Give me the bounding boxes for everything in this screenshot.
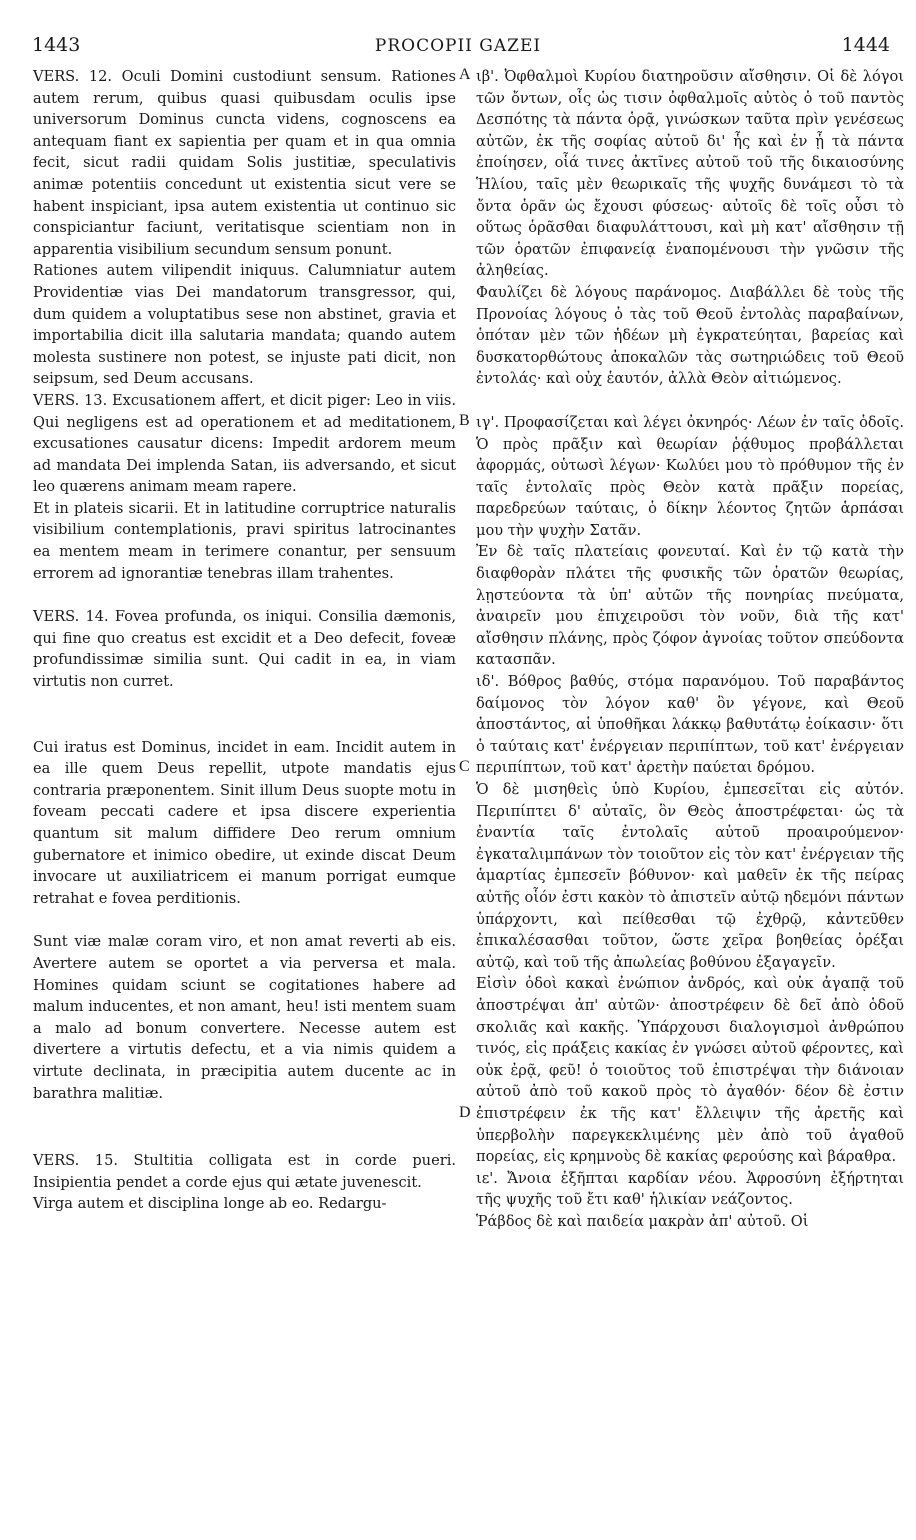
greek-paragraph: ιε'. Ἄνοια ἐξῆπται καρδίαν νέου. Ἀφροσύνη ἐξήρτηται τῆς ψυχῆς τοῦ ἔτι καθ' ἡλικίαν νεάζοντος. — [476, 1169, 904, 1209]
latin-paragraph: VERS. 13. Excusationem affert, et dicit piger: Leo in viis. Qui negligens est ad operationem et ad meditationem, excusationes causatur dicens: Impedit ardorem meum ad mandata Dei implenda Satan, iis adversando, et sicut leo quærens animam meam rapere. — [33, 391, 456, 496]
greek-paragraph: ιβ'. Ὀφθαλμοὶ Κυρίου διατηροῦσιν αἴσθησιν. Οἱ δὲ λόγοι τῶν ὄντων, οἷς ὡς τισιν ὀφθαλμοῖς αὐτὸς ὁ τοῦ παντὸς Δεσπότης τὰ πάντα ὁρᾷ, γινώσκων ταῦτα πρὶν γενέσεως αὐτῶν, ἐκ τῆς σοφίας αὐτοῦ δι' ἧς καὶ ἐν ᾗ τὰ πάντα ἐποίησεν, οἷά τινες ἀκτῖνες αὐτοῦ τοῦ τῆς δικαιοσύνης Ἡλίου, ταῖς μὲν θεωρικαῖς τῆς ψυχῆς δυνάμεσι τὸ τὰ ὄντα ὁρᾶν ὡς ἔχουσι φύσεως· αὐτοῖς δὲ τοῖς οὖσι τὸ οὕτως ὁρᾶσθαι διαφυλάττουσι, καὶ μὴ κατ' αἴσθησιν τῇ τῶν ὁρατῶν ἐπιφανείᾳ ἐναπομένουσι τὴν γνῶσιν τῆς ἀληθείας. — [476, 68, 904, 280]
latin-paragraph: Sunt viæ malæ coram viro, et non amat reverti ab eis. Avertere autem se oportet a via perversa et mala. Homines quidam sciunt se cogitationes habere ad malum inducentes, et non amant, heu! isti mentem suam a malo ad bonum convertere. Necesse autem est divertere a virtutis defectu, et a via nimis quidem a virtute declinata, in præcipitia autem ducente ac in barathra malitiæ. — [33, 933, 456, 1102]
greek-paragraph: Ὁ δὲ μισηθεὶς ὑπὸ Κυρίου, ἐμπεσεῖται εἰς αὐτόν. Περιπίπτει δ' αὐταῖς, ὃν Θεὸς ἀποστρέφεται· ὡς τὰ ἐναντία ταῖς ἐντολαῖς αὐτοῦ προαιρούμενον· ἐγκαταλιμπάνων τὸν τοιοῦτον εἰς τὸν κατ' ἐνέργειαν τῆς ἁμαρτίας ἐμπεσεῖν βόθυνον· καὶ μαθεῖν ἐκ τῆς πείρας αὐτῆς οἷόν ἐστι κακὸν τὸ ἀπιστεῖν αὐτῷ ηδεμόνι πάντων ὑπάρχοντι, καὶ πείθεσθαι τῷ ἐχθρῷ, κἀντεῦθεν ἐπικαλέσασθαι τοῦτον, ὥστε χεῖρα βοηθείας ὀρέξαι αὐτῷ, καὶ τοῦ τῆς ἀπωλείας βοθύνου ἐξαγαγεῖν. — [476, 781, 904, 971]
page-number-left: 1443 — [32, 34, 81, 56]
greek-paragraph: ιδ'. Βόθρος βαθύς, στόμα παρανόμου. Τοῦ παραβάντος δαίμονος τὸν λόγον καθ' ὃν γέγονε, καὶ Θεοῦ ἀποστάντος, αἱ ὑποθῆκαι λάκκῳ βαθυτάτῳ ἐοίκασιν· ὅτι ὁ ταύταις κατ' ἐνέργειαν περιπίπτων, τοῦ κατ' ἐνέργειαν περιπίπτων, τοῦ κατ' ἀρετὴν παύεται δρόμου. — [476, 673, 904, 777]
margin-letter-b: B — [459, 412, 470, 429]
latin-paragraph: Cui iratus est Dominus, incidet in eam. Incidit autem in ea ille quem Deus repellit, utpote mandatis ejus contraria præponentem. Sinit illum Deus suopte motu in foveam peccati cadere et ipsa discere experientia quantum sit malum diffidere Deo rerum omnium gubernatore et inimico obedire, ut exinde discat Deum invocare ut auxiliatricem ei manum porrigat eumque retrahat e fovea perditionis. — [33, 738, 456, 907]
page-header — [0, 34, 916, 64]
latin-paragraph: Virga autem et disciplina longe ab eo. Redargu- — [33, 1195, 387, 1213]
margin-letter-d: D — [459, 1104, 471, 1121]
margin-letter-a: A — [459, 66, 471, 83]
running-title: PROCOPII GAZEI — [374, 36, 542, 56]
latin-paragraph: Et in plateis sicarii. Et in latitudine corruptrice naturalis visibilium contemplationis, pravi spiritus latrocinantes ea mentem meam in terimere conantur, per sensuum errorem ad ignorantiæ tenebras illam trahentes. — [33, 499, 456, 582]
greek-paragraph: Ἐν δὲ ταῖς πλατείαις φονευταί. Καὶ ἐν τῷ κατὰ τὴν διαφθορὰν πλάτει τῆς φυσικῆς τῶν ὁρατῶν θεωρίας, λῃστεύοντα τὰ ὑπ' αὐτῶν τῆς πονηρίας πνεύματα, ἀναιρεῖν μου ἐπιχειροῦσι τὸν νοῦν, διὰ τῆς κατ' αἴσθησιν πλάνης, πρὸς ζόφον ἀγνοίας τοῦτον σπεύδοντα κατασπᾶν. — [476, 543, 904, 669]
latin-paragraph: Rationes autem vilipendit iniquus. Calumniatur autem Providentiæ vias Dei mandatorum transgressor, qui, dum quidem a voluptatibus sese non abstinet, gravia et importabilia dicit illa salutaria mandata; quando autem molesta sustinere non potest, se injuste pati dicit, non seipsum, sed Deum accusans. — [33, 262, 456, 388]
greek-paragraph: ιγ'. Προφασίζεται καὶ λέγει ὀκνηρός· Λέων ἐν ταῖς ὁδοῖς. Ὁ πρὸς πρᾶξιν καὶ θεωρίαν ῥᾴθυμος προβάλλεται ἀφορμάς, οὑτωσὶ λέγων· Κωλύει μου τὸ πρόθυμον τῆς ἐν ταῖς ἐντολαῖς πρὸς Θεὸν κατὰ πρᾶξιν πορείας, παρεδρεύων ταύταις, ὁ δίκην λέοντος ζητῶν ἁρπάσαι μου τὴν ψυχὴν Σατᾶν. — [476, 413, 904, 539]
margin-letter-c: C — [459, 758, 470, 775]
latin-paragraph: VERS. 12. Oculi Domini custodiunt sensum. Rationes autem rerum, quibus quasi quibusdam oculis ipse universorum Dominus cuncta videns, cognoscens ea antequam fiant ex sapientia per quam et in qua omnia fecit, sicut radii quidam Solis justitiæ, speculativis animæ potentiis concedunt ut existentia sicut vere se habent inspiciant, ipsa autem existentia ut continuo sic conspiciantur faciunt, veritatisque scientiam non in apparentia visibilium secundum sensum ponunt. — [33, 68, 456, 258]
latin-paragraph: VERS. 15. Stultitia colligata est in corde pueri. Insipientia pendet a corde ejus qui ætate juvenescit. — [33, 1152, 456, 1191]
latin-paragraph: VERS. 14. Fovea profunda, os iniqui. Consilia dæmonis, qui fine quo creatus est excidit et a Deo defecit, foveæ profundissimæ similia sunt. Qui cadit in ea, in viam virtutis non curret. — [33, 608, 456, 691]
greek-paragraph: Φαυλίζει δὲ λόγους παράνομος. Διαβάλλει δὲ τοὺς τῆς Προνοίας λόγους ὁ τὰς τοῦ Θεοῦ ἐντολὰς παραβαίνων, ὁπόταν μὲν τῶν ἡδέων μὴ ἐγκρατεύηται, βαρείας καὶ δυσκατορθώτους ἀποκαλῶν τὰς σωτηριώδεις τοῦ Θεοῦ ἐντολάς· καὶ οὐχ ἑαυτόν, ἀλλὰ Θεὸν αἰτιώμενος. — [476, 283, 904, 388]
greek-paragraph: Ῥάβδος δὲ καὶ παιδεία μακρὰν ἀπ' αὐτοῦ. Οἱ — [476, 1212, 809, 1230]
page-number-right: 1444 — [841, 34, 890, 56]
greek-paragraph: Εἰσὶν ὁδοὶ κακαὶ ἐνώπιον ἀνδρός, καὶ οὐκ ἀγαπᾷ τοῦ ἀποστρέψαι ἀπ' αὐτῶν· ἀποστρέφειν δὲ δεῖ ἀπὸ ὁδοῦ σκολιᾶς καὶ κακῆς. Ὑπάρχουσι διαλογισμοὶ ἀνθρώπου τινός, εἰς πράξεις κακίας ἐν γνώσει αὐτοῦ φέροντες, καὶ οὐκ ἐρᾷ, φεῦ! ὁ τοιοῦτος τοῦ ἐπιστρέψαι τὴν διάνοιαν αὐτοῦ ἀπὸ τοῦ κακοῦ πρὸς τὸ ἀγαθόν· δέον δὲ ἐστιν ἐπιστρέφειν ἐκ τῆς κατ' ἔλλειψιν τῆς ἀρετῆς καὶ ὑπερβολὴν παρεγκεκλιμένης μὲν ἀπὸ τοῦ ἀγαθοῦ πορείας, εἰς κρημνοὺς δὲ κακίας φερούσης καὶ βάραθρα. — [476, 975, 904, 1166]
greek-column — [476, 66, 904, 1232]
latin-column — [33, 66, 456, 1215]
